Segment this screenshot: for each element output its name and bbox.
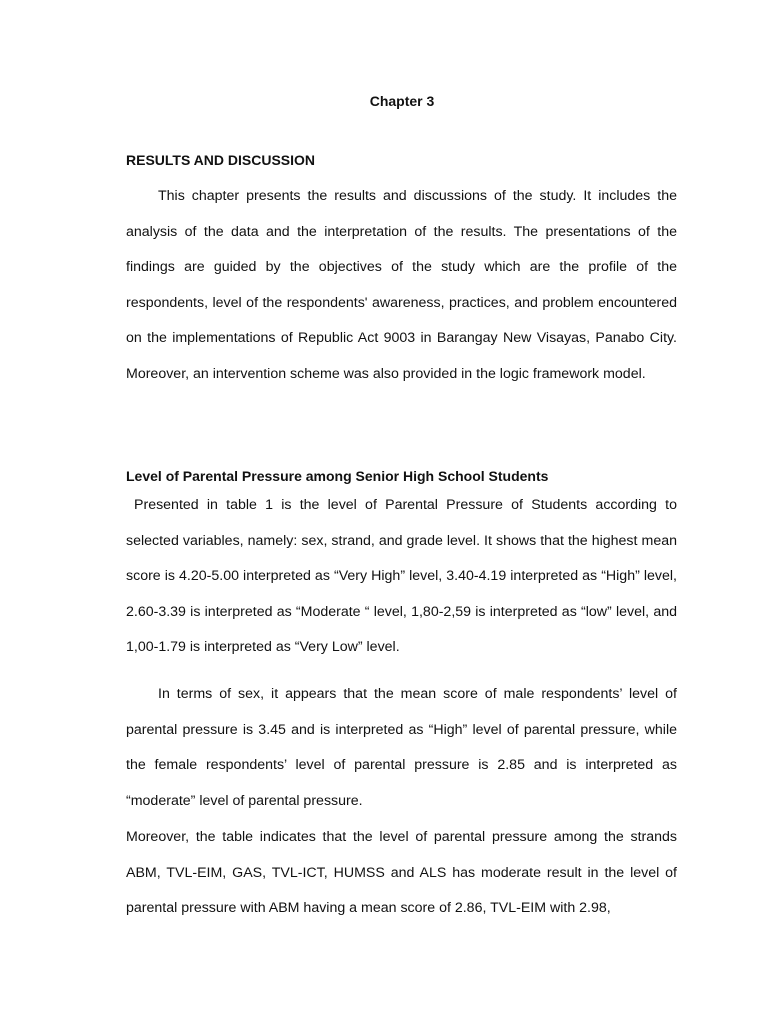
subsection-heading: Level of Parental Pressure among Senior High School Students xyxy=(126,468,549,484)
sex-paragraph: In terms of sex, it appears that the mean score of male respondents’ level of parental pressure is 3.45 and is interpreted as “High” level of parental pressure, while the female respondents’ level of parental pressure is 2.85 and is interpreted as “moderate” level of parental pressure. xyxy=(126,686,677,809)
section-heading: RESULTS AND DISCUSSION xyxy=(126,152,316,168)
chapter-title: Chapter 3 xyxy=(369,93,435,109)
table1-paragraph: Presented in table 1 is the level of Parental Pressure of Students according to selected variables, namely: sex, strand, and grade level. It shows that the highest mean score is 4.20-5.00 interpreted as “Very High” level, 3.40-4.19 interpreted as “High” level, 2.60-3.39 is interpreted as “Moderate “ level, 1,80-2,59 is interpreted as “low” level, and 1,00-1.79 is interpreted as “Very Low” level. xyxy=(126,497,677,656)
strands-paragraph: Moreover, the table indicates that the level of parental pressure among the strands ABM, TVL-EIM, GAS, TVL-ICT, HUMSS and ALS has moderate result in the level of parental pressure with ABM having a mean score of 2.86, TVL-EIM with 2.98, xyxy=(126,829,677,917)
intro-paragraph: This chapter presents the results and discussions of the study. It includes the analysis of the data and the interpretation of the results. The presentations of the findings are guided by the objectives of the study which are the profile of the respondents, level of the respondents' awareness, practices, and problem encountered on the implementations of Republic Act 9003 in Barangay New Visayas, Panabo City. Moreover, an intervention scheme was also provided in the logic framework model. xyxy=(126,188,677,382)
